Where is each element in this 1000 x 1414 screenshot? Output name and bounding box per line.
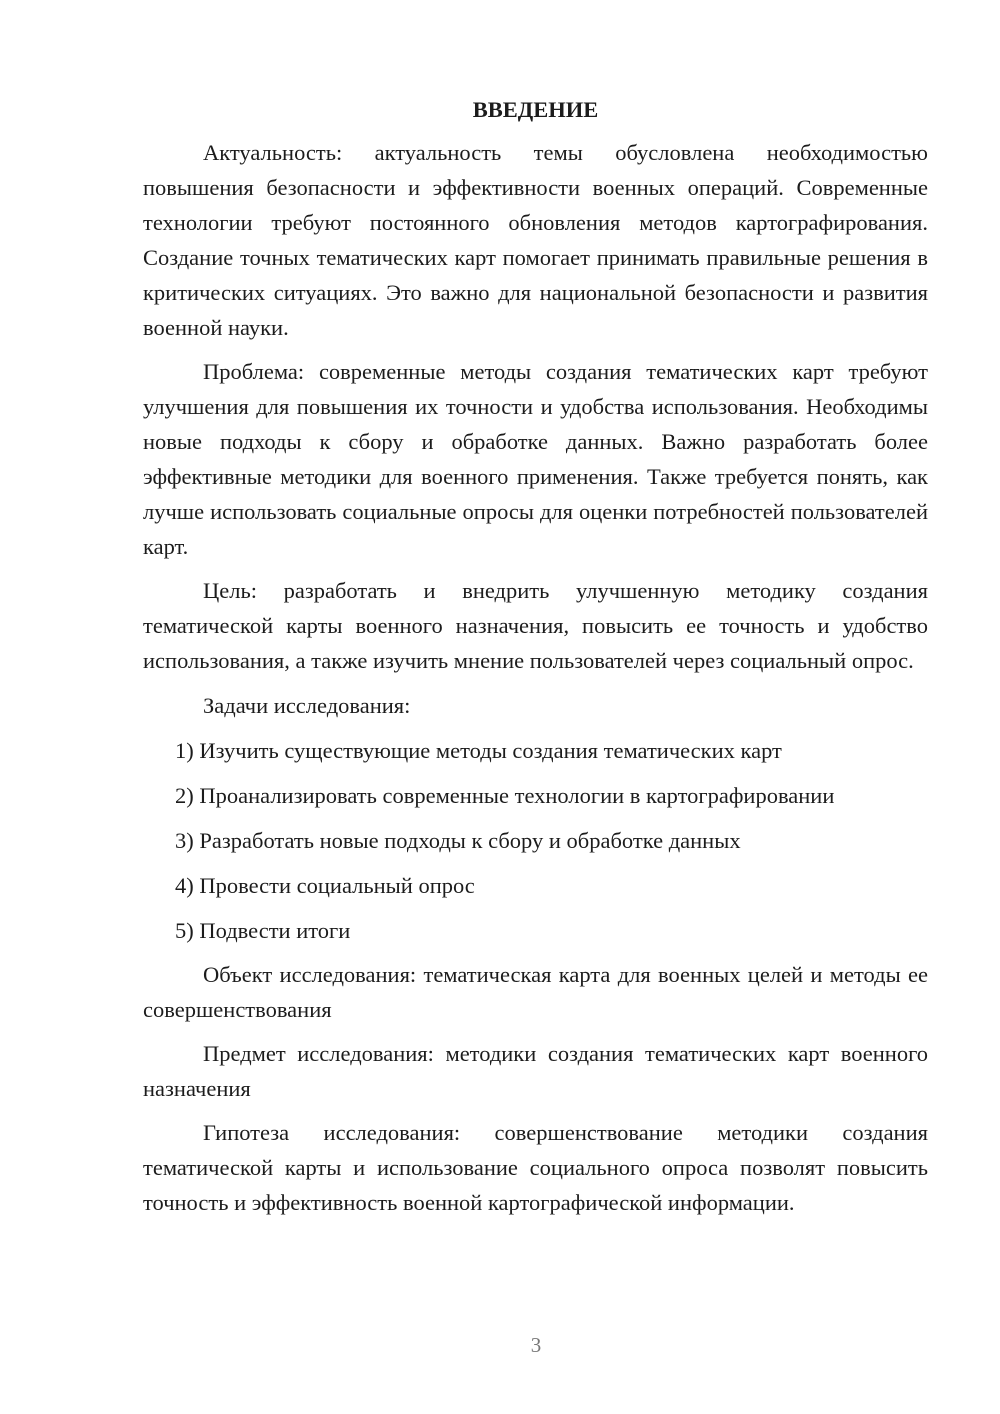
task-item-2: 2) Проанализировать современные технологии в картографировании: [175, 783, 835, 808]
task-item-4: 4) Провести социальный опрос: [175, 873, 475, 898]
page-title: ВВЕДЕНИЕ: [472, 97, 599, 122]
page-number: 3: [530, 1333, 542, 1357]
paragraph-relevance: Актуальность: актуальность темы обусловлена необходимостью повышения безопасности и эффективности военных операций. Современные технологии требуют постоянного обновления методов картографирования. Создание точных тематических карт помогает принимать правильные решения в критических ситуациях. Это важно для национальной безопасности и развития военной науки.: [143, 140, 928, 340]
task-item-1: 1) Изучить существующие методы создания тематических карт: [175, 738, 782, 763]
paragraph-object: Объект исследования: тематическая карта для военных целей и методы ее совершенствования: [143, 962, 928, 1022]
task-item-5: 5) Подвести итоги: [175, 918, 351, 943]
paragraph-goal: Цель: разработать и внедрить улучшенную методику создания тематической карты военного назначения, повысить ее точность и удобство использования, а также изучить мнение пользователей через социальный опрос.: [143, 578, 928, 673]
task-list: [143, 733, 928, 948]
paragraph-hypothesis: Гипотеза исследования: совершенствование методики создания тематической карты и использование социального опроса позволят повысить точность и эффективность военной картографической информации.: [143, 1120, 928, 1215]
document-page: [143, 92, 928, 1220]
paragraph-problem: Проблема: современные методы создания тематических карт требуют улучшения для повышения их точности и удобства использования. Необходимы новые подходы к сбору и обработке данных. Важно разработать более эффективные методики для военного применения. Также требуется понять, как лучше использовать социальные опросы для оценки потребностей пользователей карт.: [143, 359, 928, 559]
paragraph-subject: Предмет исследования: методики создания тематических карт военного назначения: [143, 1041, 928, 1101]
tasks-heading: Задачи исследования:: [203, 693, 411, 718]
task-item-3: 3) Разработать новые подходы к сбору и обработке данных: [175, 828, 741, 853]
